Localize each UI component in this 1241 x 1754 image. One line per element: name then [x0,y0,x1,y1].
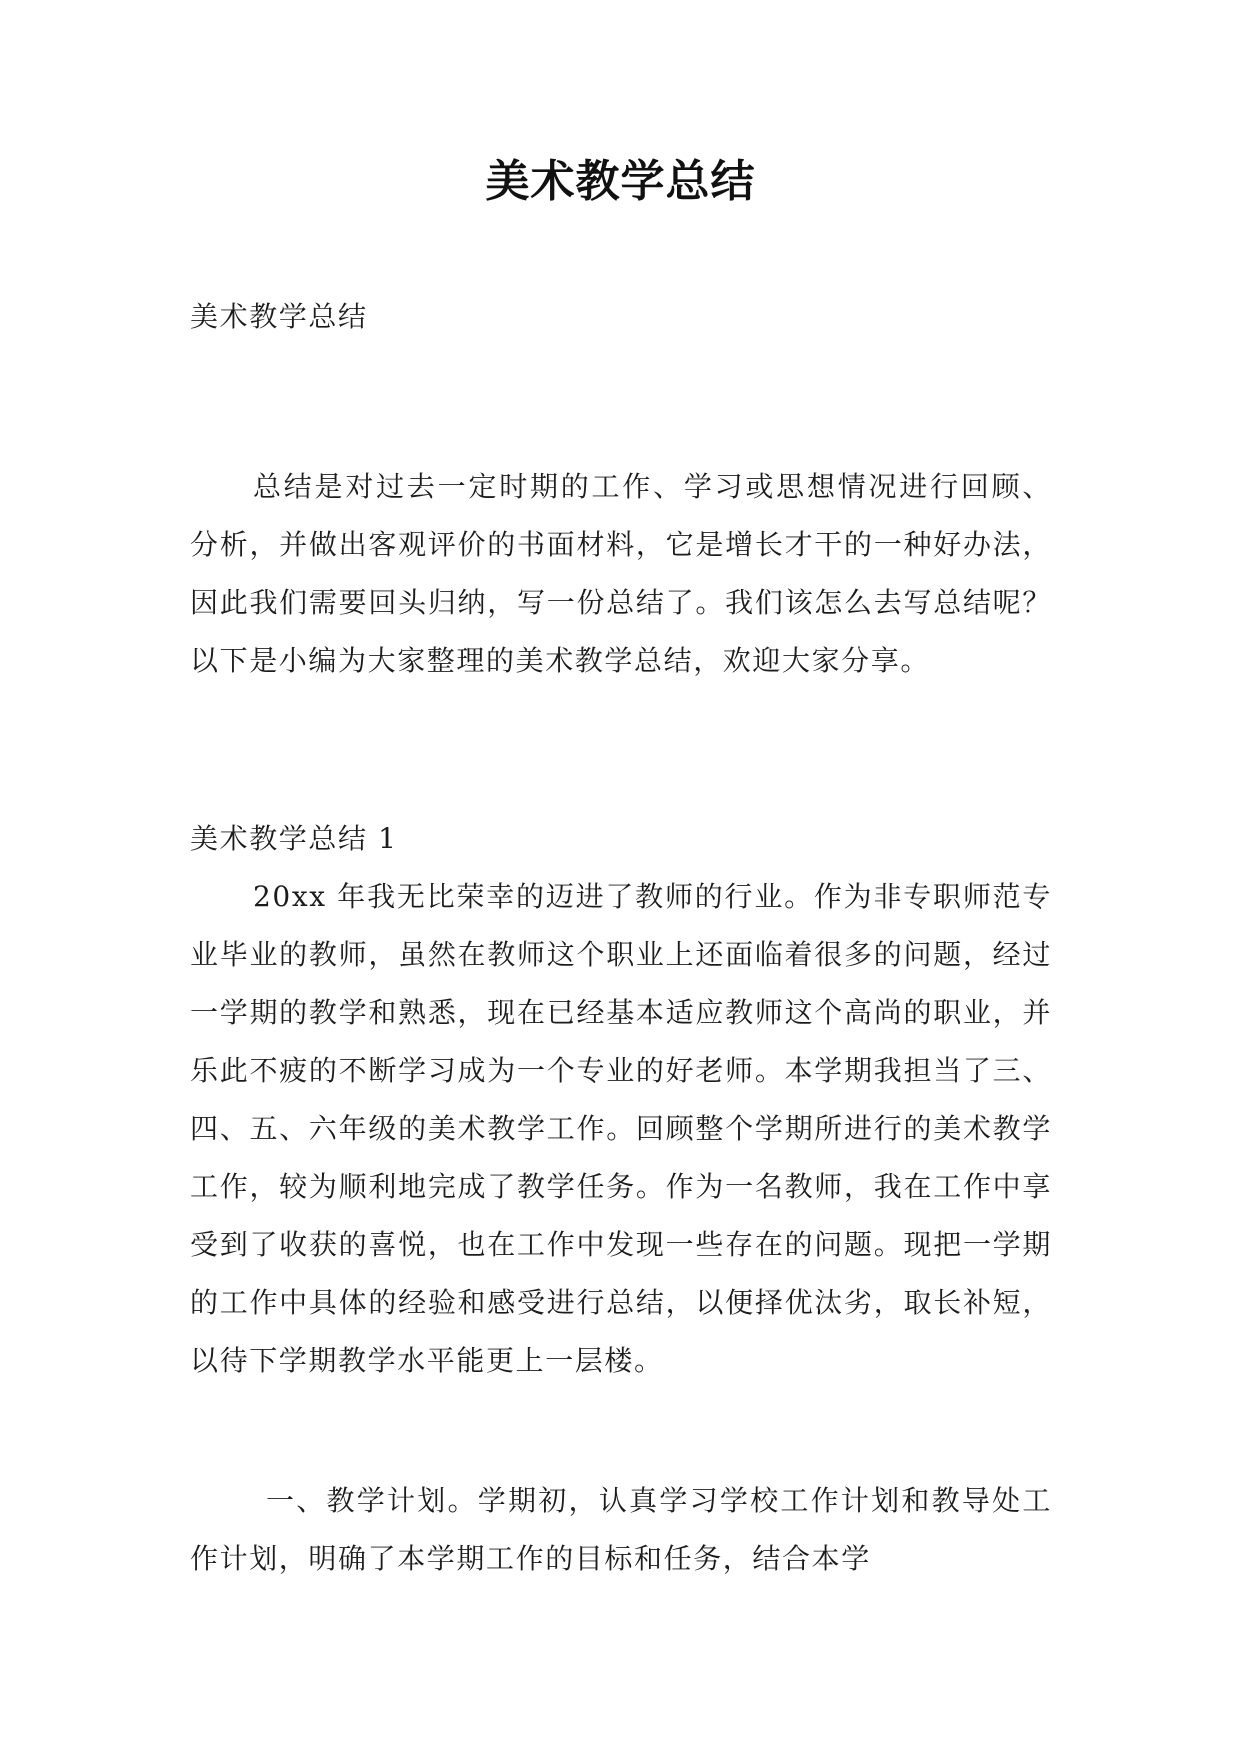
document-subtitle: 美术教学总结 [190,300,368,333]
body-paragraph: 一、教学计划。学期初，认真学习学校工作计划和教导处工作计划，明确了本学期工作的目标和任务，结合本学 [190,1484,1052,1575]
section-heading: 美术教学总结 1 [190,822,398,855]
intro-paragraph: 总结是对过去一定时期的工作、学习或思想情况进行回顾、分析，并做出客观评价的书面材料，它是增长才干的一种好办法，因此我们需要回头归纳，写一份总结了。我们该怎么去写总结呢？以下是小编为大家整理的美术教学总结，欢迎大家分享。 [190,470,1052,677]
body-paragraph: 20xx 年我无比荣幸的迈进了教师的行业。作为非专职师范专业毕业的教师，虽然在教师这个职业上还面临着很多的问题，经过一学期的教学和熟悉，现在已经基本适应教师这个高尚的职业，并乐此不疲的不断学习成为一个专业的好老师。本学期我担当了三、四、五、六年级的美术教学工作。回顾整个学期所进行的美术教学工作，较为顺利地完成了教学任务。作为一名教师，我在工作中享受到了收获的喜悦，也在工作中发现一些存在的问题。现把一学期的工作中具体的经验和感受进行总结，以便择优汰劣，取长补短，以待下学期教学水平能更上一层楼。 [190,880,1052,1377]
document-title: 美术教学总结 [485,156,756,207]
